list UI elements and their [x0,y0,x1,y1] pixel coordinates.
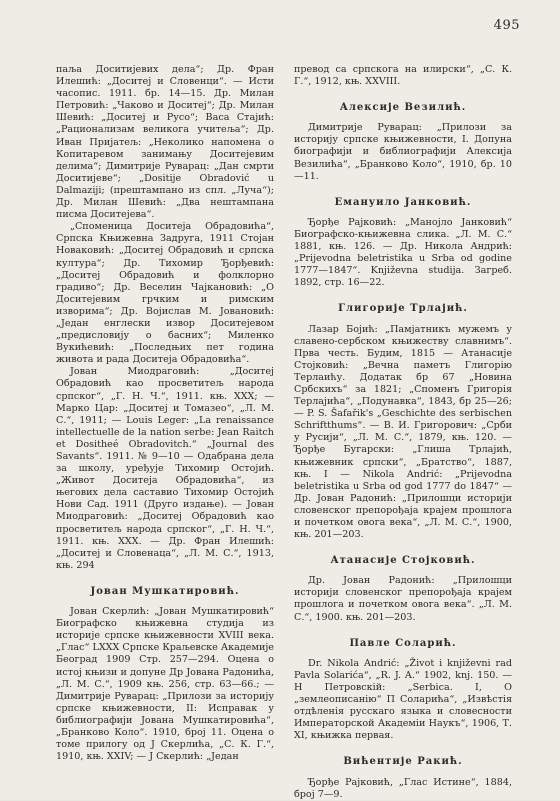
bibliography-paragraph: паља Доситијевих дела“; Др. Фран Илешић: „Доситеј и Словенци“. — Исти часопис. 1911. бр. 14—15. Др. Милан Петровић: „Чаково и Доситеј“; Др. Милан Шевић: „Доситеј и Русо“; Васа Стајић: „Рационализам великога учитеља“; Др. Иван Пријатељ: „Неколико напомена о Копитаревом занимању Доситејевим делима“; Димитрије Руварац: „Дан смрти Доситијеве“; „Dositije Obradović u Dalmaziji; (прештампано из спл. „Луча“); Др. Милан Шевић: „Два нештампана писма Доситејева“. [56,64,274,221]
section-title: Вићентије Ракић. [343,756,463,768]
section-text: Dr. Nikola Andrić: „Život i književni rad Pavla Solarića“, „R. J. A.“ 1902, knj. 150. — Н Петровскій: „Serbica. I, О „землеописанію“ П Соларића“, „Извѣстія отдѣленія русскаго языка и словесности Императорской Академіи Наукъ“, 1906, Т. XI, књижка первая. [294,657,512,742]
bibliography-paragraph: „Споменица Доситеја Обрадовића“, Српска Књижевна Задруга, 1911 Стојан Новаковић: „Доситеј Обрадовић и српска култура“; Др. Тихомир Ђорђевић: „Доситеј Обрадовић и фолклорно градиво“; Др. Веселин Чајкановић: „О Доситејевим грчким и римским изворима“; Др. Војислав М. Јовановић: „Један енглески извор Доситејевом „предисловију о басних“; Миленко Вукићевић: „Последњих пет година живота и рада Доситеја Обрадовића“. [56,221,274,366]
section-text: Др. Јован Радонић: „Прилошци историји словенског препорођаја крајем прошлога и почетком овога века“. „Л. М. С.“, 1900. књ. 201—203. [294,575,512,623]
section-title: Јован Мушкатировић. [90,585,240,597]
right-column [294,64,512,801]
bibliography-paragraph: Јован Миодраговић: „Доситеј Обрадовић као просветитељ народа српског“, „Г. Н. Ч.“, 1911. књ. XXX; — Марко Цар: „Доситеј и Томазео“, „Л. М. С.“, 1911; — Louis Leger: „La renaissance intellectuelle de la nation serbe: Jean Raitch et Dositheé Obradovitch.“ „Journal des Savants“. 1911. № 9—10 — Одабрана дела за школу, уређује Тихомир Остојић. „Живот Доситеја Обрадовића“, из његових дела саставио Тихомир Остојић Нови Сад. 1911 (Друго издање). — Јован Миодраговић: „Доситеј Обрадовић као просветитељ народа српског“, „Г. Н. Ч.“, 1911. књ. XXX. — Др. Фран Илешић: „Доситеј и Словенаца“, „Л. М. С.“, 1913, књ. 294 [56,366,274,571]
section-text: Ђорђе Рајковић: „Манојло Јанковић“ Биографско-књижевна слика. „Л. М. С.“ 1881, књ. 126. — Др. Никола Андрић: „Prijevodna beletristika u Srba od godine 1777—1847“. Književna studija. Загреб. 1892, стр. 16—22. [294,216,512,289]
section-text: Димитрије Руварац: „Прилози за историју српске књижевности, I. Допуна биографији и библиографији Алексија Везилића“, „Бранково Коло“, 1910, бр. 10—11. [294,122,512,182]
left-column [56,64,274,763]
section-text: Јован Скерлић: „Јован Мушкатировић“ Биографско књижевна студија из историје српске књижевности XVIII века. „Глас“ LXXX Српске Краљевске Академије Београд 1909 Стр. 257—294. Оцена о истој књизи и допуне Др Јована Радонића, „Л. М. С.“, 1909 књ. 256, стр. 63—66.; — Димитрије Руварац: „Прилози за историју српске књижевности, II: Исправак у библиографији Јована Мушкатировића“, „Бранково Коло“. 1910, број 11. Оцена о томе прилогу од Ј Скерлића, „С. К. Г.“, 1910, књ. XXIV; — Ј Скерлић: „Један [56,606,274,763]
continued-paragraph: превод са српскога на илирски“, „С. К. Г.“, 1912, књ. XXVIII. [294,64,512,88]
section-title: Атанасије Стојковић. [330,555,476,567]
section-title: Алексије Везилић. [339,102,467,114]
page-number: 495 [493,18,520,33]
section-title: Глигорије Трлајић. [338,303,468,315]
section-title: Павле Соларић. [349,637,457,649]
section-title: Емануило Јанковић. [334,196,472,208]
section-text: Ђорђе Рајковић, „Глас Истине“, 1884, број 7—9. [294,776,512,800]
section-text: Лазар Бојић: „Памјатникъ мужемъ у славено-сербском књижеству славнимъ“. Прва честь. Будим, 1815 — Атанасије Стојковић: „Вечна паметъ Глигорію Терлаићу. Додатак бр 67 „Новина Србскихъ“ за 1821; „Споменъ Григорія Терлајића“, „Подунавка“, 1843, бр 25—26; — P. S. Šafařik's „Geschichte des serbischen Schriftthums“. — В. И. Григорович: „Срби у Русији“, „Л. М. С.“, 1879, књ. 120. — Ђорђе Бугарски: „Глиша Трлајић, књижевник српски“, „Братство“, 1887, књ. I — Nikola Andrić: „Prijevodna beletristika u Srba od god 1777 do 1847“ — Др. Јован Радонић: „Прилошци историји словенског препорођаја крајем прошлога и почетком овога века“, „Л. М. С.“, 1900, књ. 201—203. [294,323,512,541]
